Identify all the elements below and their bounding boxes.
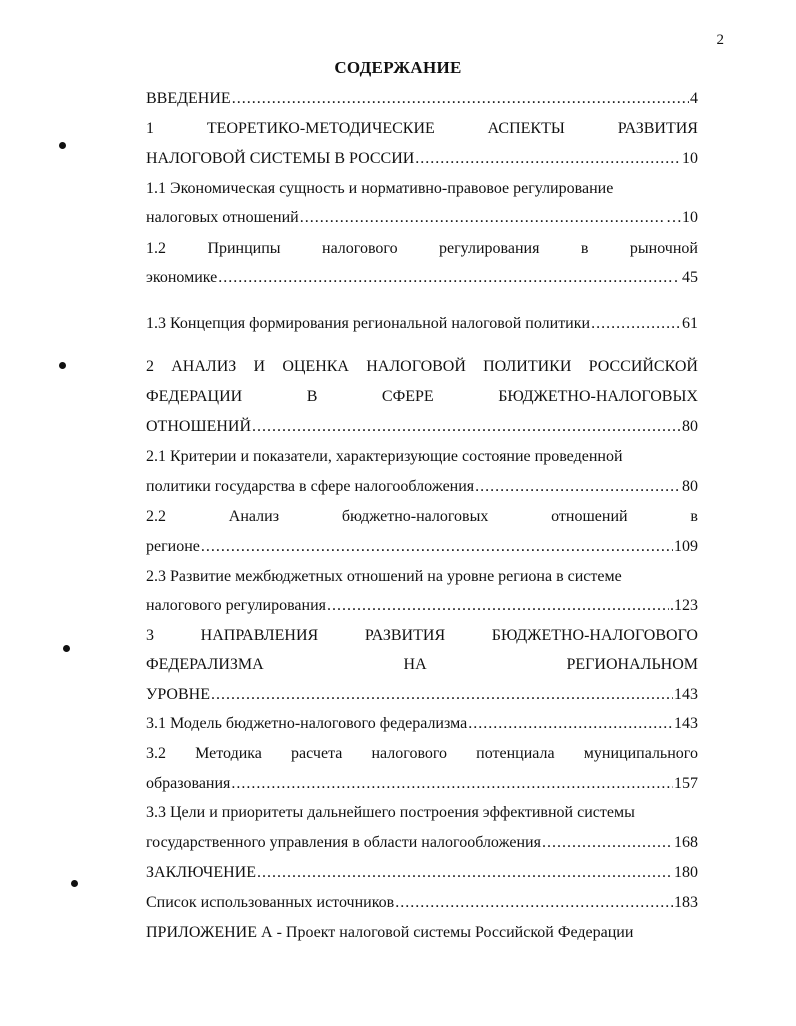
toc-entry-section-2-1[interactable]: 2.1 Критерии и показатели, характеризующие состояние проведенной (146, 448, 623, 465)
toc-entry-section-1-1[interactable]: 1.1 Экономическая сущность и нормативно-правовое регулирование (146, 180, 614, 197)
binding-hole-mark (59, 362, 66, 369)
binding-hole-mark (59, 142, 66, 149)
toc-entry-section-3-2-cont[interactable]: образования ..... 157 (146, 773, 698, 795)
toc-entry-section-1-2[interactable]: 1.2 Принципы налогового регулирования в рыночной (146, 240, 698, 257)
toc-entry-appendix-a[interactable]: ПРИЛОЖЕНИЕ А - Проект налоговой системы Российской Федерации (146, 924, 634, 941)
toc-entry-chapter-3[interactable]: 3 НАПРАВЛЕНИЯ РАЗВИТИЯ БЮДЖЕТНО-НАЛОГОВОГО (146, 627, 698, 644)
toc-entry-chapter-3-cont[interactable]: ФЕДЕРАЛИЗМА НА РЕГИОНАЛЬНОМ (146, 656, 698, 673)
toc-entry-section-1-1-cont[interactable]: налоговых отношений ..... …10 (146, 207, 698, 229)
toc-entry-section-2-1-cont[interactable]: политики государства в сфере налогообложения ..... 80 (146, 476, 698, 498)
toc-entry-section-2-3[interactable]: 2.3 Развитие межбюджетных отношений на уровне региона в системе (146, 568, 622, 585)
page-number: 2 (716, 32, 724, 48)
binding-hole-mark (71, 880, 78, 887)
toc-entry-chapter-2-cont-2[interactable]: ОТНОШЕНИЙ ..... 80 (146, 416, 698, 438)
binding-hole-mark (63, 645, 70, 652)
toc-entry-sources[interactable]: Список использованных источников ..... 183 (146, 892, 698, 914)
toc-entry-section-3-2[interactable]: 3.2 Методика расчета налогового потенциала муниципального (146, 745, 698, 762)
toc-entry-chapter-1[interactable]: 1 ТЕОРЕТИКО-МЕТОДИЧЕСКИЕ АСПЕКТЫ РАЗВИТИЯ (146, 120, 698, 137)
toc-entry-introduction[interactable]: ВВЕДЕНИЕ ..... 4 (146, 88, 698, 110)
toc-entry-section-1-2-cont[interactable]: экономике ..... . 45 (146, 267, 698, 289)
toc-entry-section-3-3-cont[interactable]: государственного управления в области налогообложения ..... 168 (146, 832, 698, 854)
page-title: СОДЕРЖАНИЕ (334, 58, 462, 77)
toc-entry-section-2-2[interactable]: 2.2 Анализ бюджетно-налоговых отношений в (146, 508, 698, 525)
toc-entry-chapter-3-cont-2[interactable]: УРОВНЕ ..... 143 (146, 684, 698, 706)
toc-entry-chapter-1-cont[interactable]: НАЛОГОВОЙ СИСТЕМЫ В РОССИИ ..... 10 (146, 148, 698, 170)
toc-entry-section-2-3-cont[interactable]: налогового регулирования ..... .123 (146, 595, 698, 617)
table-of-contents (146, 0, 698, 1026)
toc-entry-conclusion[interactable]: ЗАКЛЮЧЕНИЕ ..... 180 (146, 862, 698, 884)
toc-entry-section-3-3[interactable]: 3.3 Цели и приоритеты дальнейшего построения эффективной системы (146, 804, 635, 821)
toc-entry-chapter-2[interactable]: 2 АНАЛИЗ И ОЦЕНКА НАЛОГОВОЙ ПОЛИТИКИ РОССИЙСКОЙ (146, 358, 698, 375)
toc-entry-section-3-1[interactable]: 3.1 Модель бюджетно-налогового федерализма ..... 143 (146, 713, 698, 735)
toc-entry-section-1-3[interactable]: 1.3 Концепция формирования региональной налоговой политики ..... 61 (146, 313, 698, 335)
toc-entry-chapter-2-cont[interactable]: ФЕДЕРАЦИИ В СФЕРЕ БЮДЖЕТНО-НАЛОГОВЫХ (146, 388, 698, 405)
toc-entry-section-2-2-cont[interactable]: регионе ..... 109 (146, 536, 698, 558)
